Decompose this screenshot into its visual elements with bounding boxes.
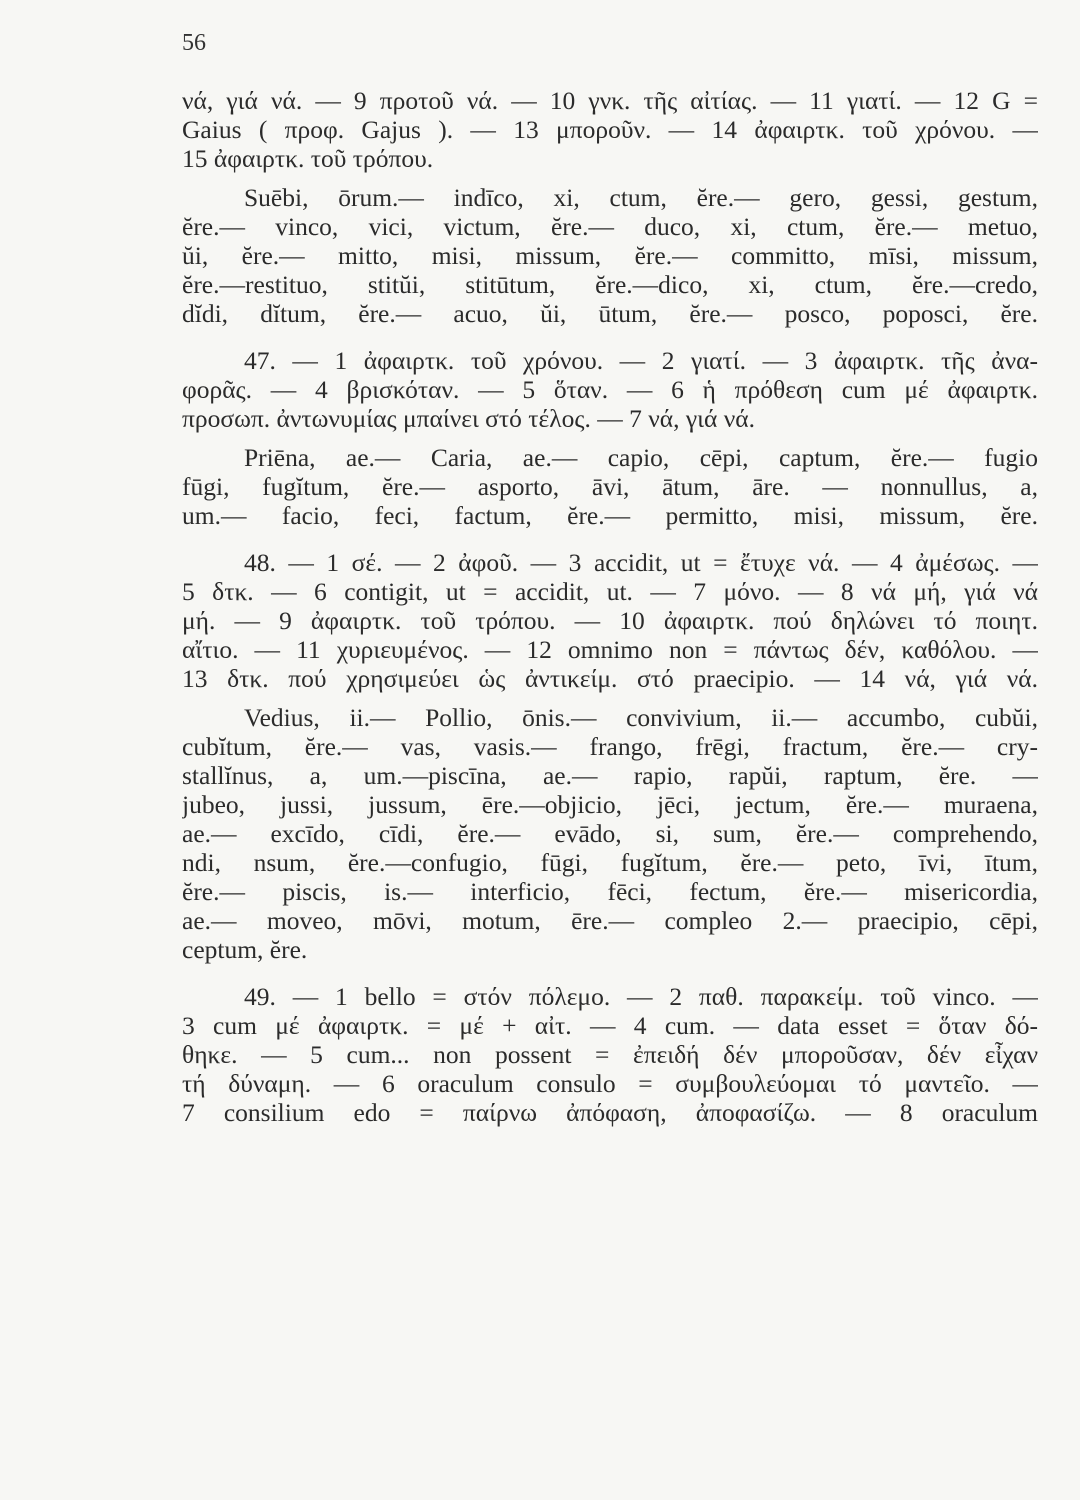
- paragraph-notes-49: [182, 982, 1038, 1127]
- text-line: ndi, nsum, ĕre.—confugio, fūgi, fugĭtum, ĕre.— peto, īvi, ītum,: [182, 848, 1038, 877]
- text-line: fūgi, fugĭtum, ĕre.— asporto, āvi, ātum, āre. — nonnullus, a,: [182, 472, 1038, 501]
- text-line: ĕre.— piscis, is.— interficio, fēci, fectum, ĕre.— misericordia,: [182, 877, 1038, 906]
- text-line: ĕre.—restituo, stitŭi, stitūtum, ĕre.—dico, xi, ctum, ĕre.—credo,: [182, 270, 1038, 299]
- text-line: θηκε. — 5 cum... non possent = ἐπειδή δέν μποροῦσαν, δέν εἶχαν: [182, 1040, 1038, 1069]
- text-line: cubĭtum, ĕre.— vas, vasis.— frango, frēgi, fractum, ĕre.— cry-: [182, 732, 1038, 761]
- text-line: Gaius ( προφ. Gajus ). — 13 μποροῦν. — 14 ἀφαιρτκ. τοῦ χρόνου. —: [182, 115, 1038, 144]
- text-line: 7 consilium edo = παίρνω ἀπόφαση, ἀποφασίζω. — 8 oraculum: [182, 1098, 1038, 1127]
- text-line: ĕre.— vinco, vici, victum, ĕre.— duco, xi, ctum, ĕre.— metuo,: [182, 212, 1038, 241]
- text-line: 5 δτκ. — 6 contigit, ut = accidit, ut. — 7 μόνο. — 8 νά μή, γιά νά: [182, 577, 1038, 606]
- text-line: νά, γιά νά. — 9 προτοῦ νά. — 10 γνκ. τῆς αἰτίας. — 11 γιατί. — 12 G =: [182, 86, 1038, 115]
- text-line: ceptum, ĕre.: [182, 935, 308, 964]
- page-number: 56: [182, 30, 206, 56]
- paragraph-notes-48: [182, 548, 1038, 693]
- text-line: jubeo, jussi, jussum, ēre.—objicio, jēci, jectum, ĕre.— muraena,: [182, 790, 1038, 819]
- text-line: ae.— excīdo, cīdi, ĕre.— evādo, si, sum, ĕre.— comprehendo,: [182, 819, 1038, 848]
- text-line: Vedius, ii.— Pollio, ōnis.— convivium, ii.— accumbo, cubŭi,: [244, 703, 1038, 732]
- paragraph-notes-46: [182, 86, 1038, 173]
- text-line: μή. — 9 ἀφαιρτκ. τοῦ τρόπου. — 10 ἀφαιρτκ. πού δηλώνει τό ποιητ.: [182, 606, 1038, 635]
- text-line: προσωπ. ἀντωνυμίας μπαίνει στό τέλος. — 7 νά, γιά νά.: [182, 404, 755, 433]
- text-line: Priēna, ae.— Caria, ae.— capio, cēpi, captum, ĕre.— fugio: [244, 443, 1038, 472]
- text-line: 15 ἀφαιρτκ. τοῦ τρόπου.: [182, 144, 434, 173]
- text-line: 49. — 1 bello = στόν πόλεμο. — 2 παθ. παρακείμ. τοῦ vinco. —: [244, 982, 1038, 1011]
- paragraph-notes-47: [182, 346, 1038, 433]
- text-line: αἴτιο. — 11 χυριευμένος. — 12 omnimo non = πάντως δέν, καθόλου. —: [182, 635, 1038, 664]
- text-line: stallĭnus, a, um.—piscīna, ae.— rapio, rapŭi, raptum, ĕre. —: [182, 761, 1038, 790]
- text-line: 13 δτκ. πού χρησιμεύει ὡς ἀντικείμ. στό praecipio. — 14 νά, γιά νά.: [182, 664, 1038, 693]
- paragraph-vocab-47: [182, 443, 1038, 530]
- text-line: ae.— moveo, mōvi, motum, ēre.— compleo 2.— praecipio, cēpi,: [182, 906, 1038, 935]
- text-line: dĭdi, dĭtum, ĕre.— acuo, ŭi, ūtum, ĕre.— posco, poposci, ĕre.: [182, 299, 1038, 328]
- paragraph-vocab-46: [182, 183, 1038, 328]
- text-line: ŭi, ĕre.— mitto, misi, missum, ĕre.— committo, mīsi, missum,: [182, 241, 1038, 270]
- text-line: φορᾶς. — 4 βρισκόταν. — 5 ὅταν. — 6 ἡ πρόθεση cum μέ ἀφαιρτκ.: [182, 375, 1038, 404]
- text-line: Suēbi, ōrum.— indīco, xi, ctum, ĕre.— gero, gessi, gestum,: [244, 183, 1038, 212]
- text-line: um.— facio, feci, factum, ĕre.— permitto, misi, missum, ĕre.: [182, 501, 1038, 530]
- text-line: 47. — 1 ἀφαιρτκ. τοῦ χρόνου. — 2 γιατί. — 3 ἀφαιρτκ. τῆς ἀνα-: [244, 346, 1038, 375]
- text-line: 3 cum μέ ἀφαιρτκ. = μέ + αἰτ. — 4 cum. — data esset = ὅταν δό-: [182, 1011, 1038, 1040]
- paragraph-vocab-48: [182, 703, 1038, 964]
- text-line: 48. — 1 σέ. — 2 ἀφοῦ. — 3 accidit, ut = ἔτυχε νά. — 4 ἀμέσως. —: [244, 548, 1038, 577]
- text-block: [182, 86, 1038, 1137]
- text-line: τή δύναμη. — 6 oraculum consulo = συμβουλεύομαι τό μαντεῖο. —: [182, 1069, 1038, 1098]
